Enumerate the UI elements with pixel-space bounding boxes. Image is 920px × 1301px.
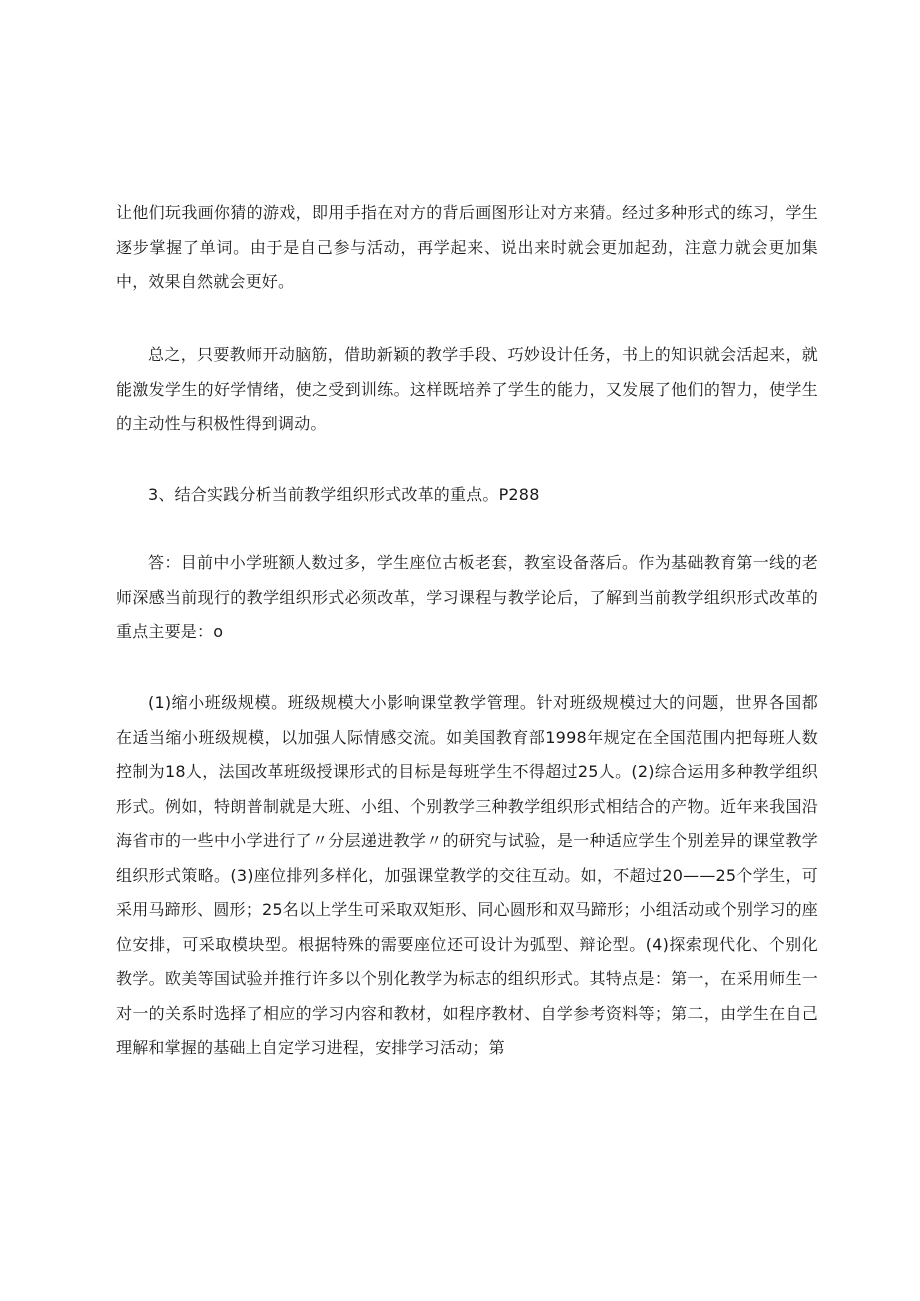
answer-details: (1)缩小班级规模。班级规模大小影响课堂教学管理。针对班级规模过大的问题，世界各国都在适当缩小班级规模，以加强人际情感交流。如美国教育部1998年规定在全国范围内把每班人数控制为18人，法国改革班级授课形式的目标是每班学生不得超过25人。(2)综合运用多种教学组织形式。例如，特朗普制就是大班、小组、个别教学三种教学组织形式相结合的产物。近年来我国沿海省市的一些中小学进行了〃分层递进教学〃的研究与试验，是一种适应学生个别差异的课堂教学组织形式策略。(3)座位排列多样化，加强课堂教学的交往互动。如，不超过20——25个学生，可采用马蹄形、圆形；25名以上学生可采取双矩形、同心圆形和双马蹄形；小组活动或个别学习的座位安排，可采取模块型。根据特殊的需要座位还可设计为弧型、辩论型。(4)探索现代化、个别化教学。欧美等国试验并推行许多以个别化教学为标志的组织形式。其特点是：第一，在采用师生一对一的关系时选择了相应的学习内容和教材，如程序教材、自学参考资料等；第二，由学生在自己理解和掌握的基础上自定学习进程，安排学习活动；第 [116, 693, 818, 1057]
question-heading: 3、结合实践分析当前教学组织形式改革的重点。P288 [148, 485, 540, 504]
answer-intro: 答：目前中小学班额人数过多，学生座位古板老套，教室设备落后。作为基础教育第一线的老师深感当前现行的教学组织形式必须改革，学习课程与教学论后，了解到当前教学组织形式改革的重点主要是：o [116, 553, 818, 641]
paragraph-summary: 总之，只要教师开动脑筋，借助新颖的教学手段、巧妙设计任务，书上的知识就会活起来，就能激发学生的好学情绪，使之受到训练。这样既培养了学生的能力，又发展了他们的智力，使学生的主动性与积极性得到调动。 [116, 345, 818, 433]
paragraph-game-practice: 让他们玩我画你猜的游戏，即用手指在对方的背后画图形让对方来猜。经过多种形式的练习，学生逐步掌握了单词。由于是自己参与活动，再学起来、说出来时就会更加起劲，注意力就会更加集中，效果自然就会更好。 [116, 203, 818, 291]
